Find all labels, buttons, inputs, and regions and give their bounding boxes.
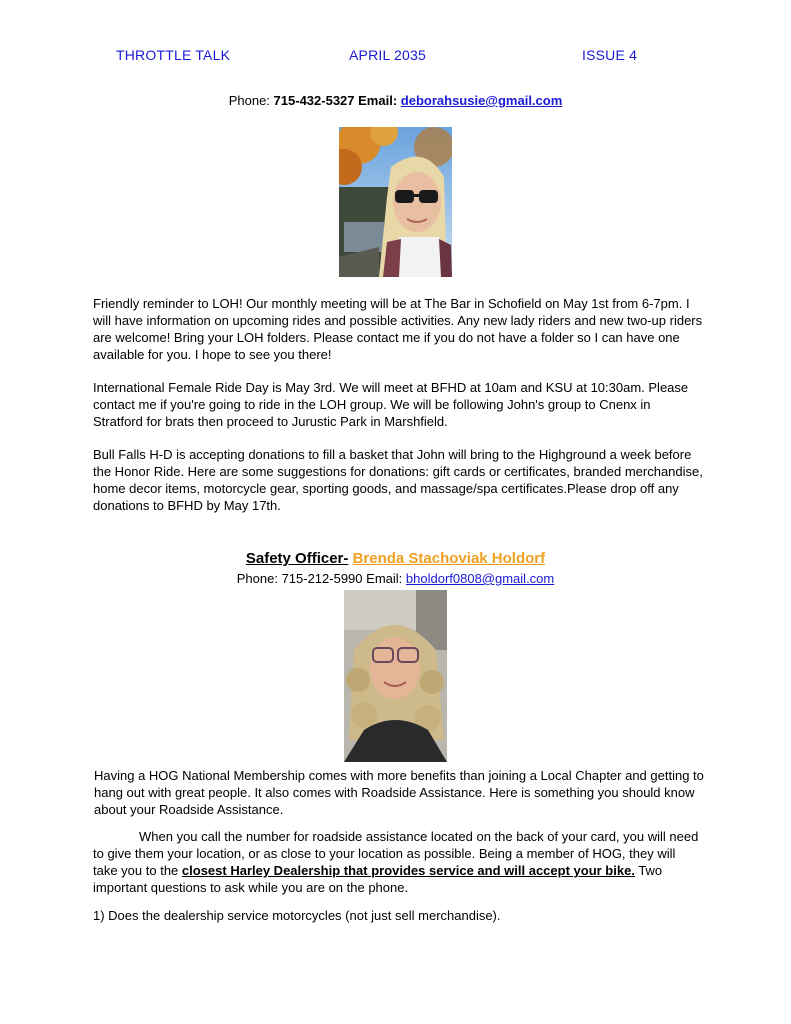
contact-line-1 [0, 93, 791, 108]
portrait-image-1 [339, 127, 452, 277]
safety-officer-heading [0, 550, 791, 567]
closest-dealership-emphasis: closest Harley Dealership that provides service and will accept your bike. [181, 863, 635, 878]
safety-officer-name: Brenda Stachoviak Holdorf [352, 550, 546, 567]
issue-number: ISSUE 4 [582, 47, 638, 63]
donations-paragraph: Bull Falls H-D is accepting donations to fill a basket that John will bring to the Highground a week before the Honor Ride. Here are some suggestions for donations: gift cards or certificates, branded merchandise, home decor items, motorcycle gear, sporting goods, and massage/spa certificates.Please drop off any donations to BFHD by May 17th. [93, 447, 703, 513]
question-1: 1) Does the dealership service motorcycles (not just sell merchandise). [93, 908, 501, 923]
roadside-call-text: When you call the number for roadside assistance located on the back of your card, you will need to give them your location, or as close to your location as possible. Being a member of HOG, they will take you to the [93, 829, 699, 878]
email-link[interactable]: deborahsusie@gmail.com [400, 93, 563, 108]
email-label-2: Email: [366, 571, 403, 586]
newsletter-title: THROTTLE TALK [116, 47, 231, 63]
phone-number-2: 715-212-5990 [281, 571, 363, 586]
email-link-2[interactable]: bholdorf0808@gmail.com [405, 571, 555, 586]
safety-officer-title: Safety Officer- [245, 550, 349, 567]
phone-label: Phone: [228, 93, 270, 108]
officer-photo-1 [339, 127, 452, 277]
officer-photo-2 [344, 590, 447, 762]
loh-meeting-paragraph: Friendly reminder to LOH! Our monthly meeting will be at The Bar in Schofield on May 1st from 6-7pm. I will have information on upcoming rides and possible activities. Any new lady riders and new two-up riders are welcome! Bring your LOH folders. Please contact me if you do not have a folder so I can have one available for you. I hope to see you there! [93, 296, 703, 362]
roadside-call-paragraph [93, 828, 703, 896]
email-label: Email: [358, 93, 398, 108]
contact-line-2 [0, 571, 791, 586]
portrait-image-2 [344, 590, 447, 762]
roadside-questions-text: Two important questions to ask while you are on the phone. [93, 863, 663, 895]
issue-date: APRIL 2035 [349, 47, 426, 63]
phone-label-2: Phone: [236, 571, 278, 586]
roadside-intro-paragraph: Having a HOG National Membership comes with more benefits than joining a Local Chapter and getting to hang out with great people. It also comes with Roadside Assistance. Here is something you should know about your Roadside Assistance. [94, 768, 704, 817]
female-ride-day-paragraph: International Female Ride Day is May 3rd. We will meet at BFHD at 10am and KSU at 10:30am. Please contact me if you're going to ride in the LOH group. We will be following John's group to Cnenx in Stratford for brats then proceed to Jurustic Park in Marshfield. [93, 380, 689, 429]
phone-number: 715-432-5327 [273, 93, 355, 108]
